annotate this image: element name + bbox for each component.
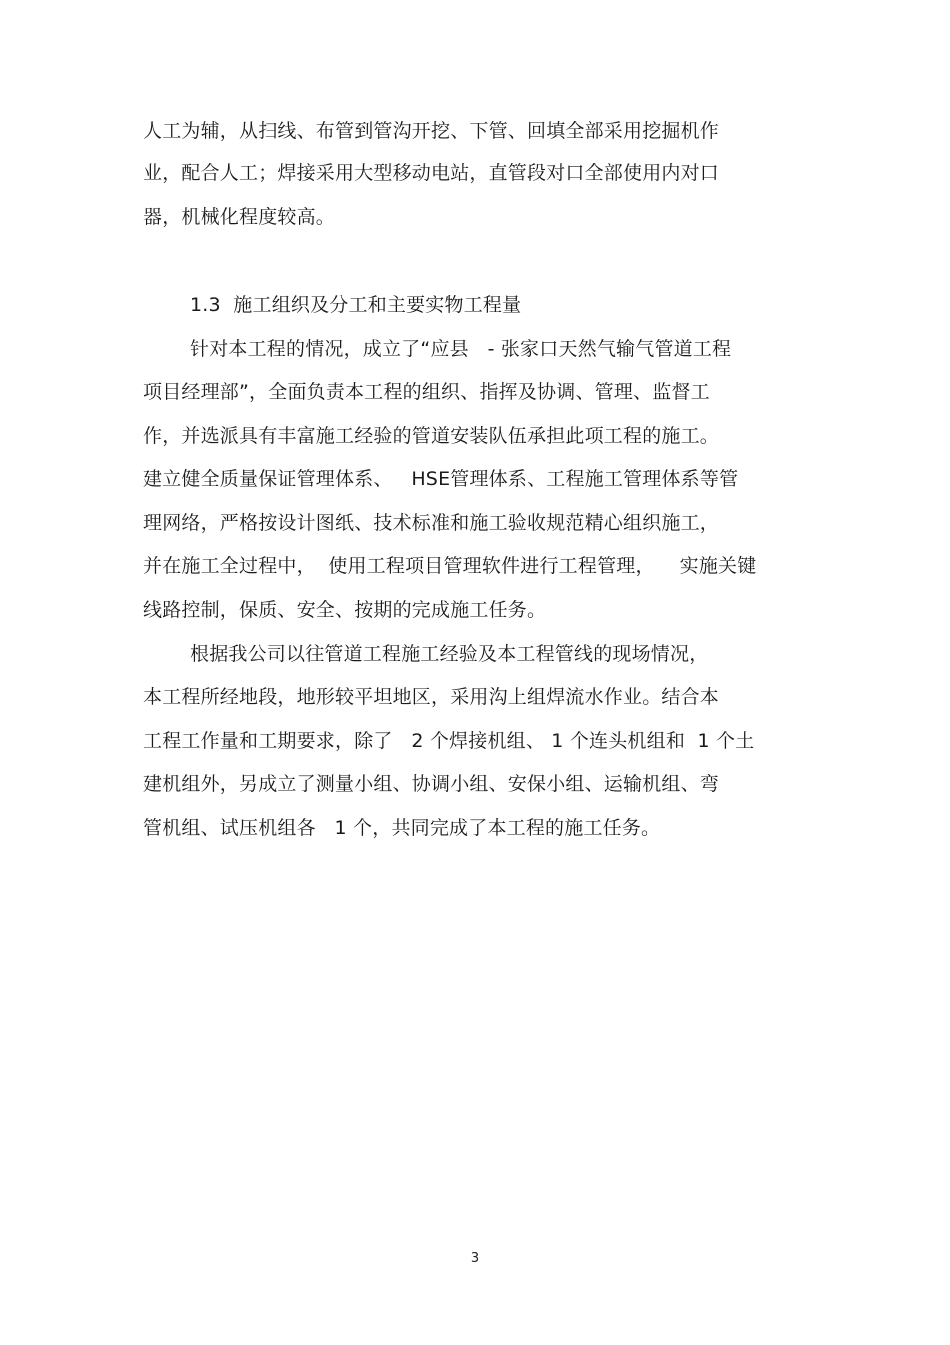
- paragraph-2-line-4: 建立健全质量保证管理体系、 HSE管理体系、工程施工管理体系等管: [143, 468, 739, 490]
- paragraph-2-line-1: 针对本工程的情况，成立了“应县 - 张家口天然气输气管道工程: [190, 338, 732, 360]
- paragraph-2-line-5: 理网络，严格按设计图纸、技术标准和施工验收规范精心组织施工，: [143, 512, 720, 534]
- section-heading: 1.3 施工组织及分工和主要实物工程量: [190, 294, 522, 316]
- paragraph-3-line-5: 管机组、试压机组各 1 个，共同完成了本工程的施工任务。: [143, 817, 661, 839]
- paragraph-2-line-2: 项目经理部”，全面负责本工程的组织、指挥及协调、管理、监督工: [143, 381, 710, 403]
- paragraph-1-line-3: 器，机械化程度较高。: [143, 206, 336, 228]
- paragraph-2-line-3: 作，并选派具有丰富施工经验的管道安装队伍承担此项工程的施工。: [143, 425, 720, 447]
- paragraph-1-line-2: 业，配合人工；焊接采用大型移动电站，直管段对口全部使用内对口: [143, 162, 720, 184]
- page-number: 3: [470, 1251, 480, 1266]
- paragraph-2-line-7: 线路控制，保质、安全、按期的完成施工任务。: [143, 599, 547, 621]
- paragraph-2-line-6: 并在施工全过程中， 使用工程项目管理软件进行工程管理， 实施关键: [143, 555, 757, 577]
- paragraph-1-line-1: 人工为辅，从扫线、布管到管沟开挖、下管、回填全部采用挖掘机作: [143, 120, 720, 142]
- paragraph-3-line-3: 工程工作量和工期要求，除了 2 个焊接机组、 1 个连头机组和 1 个土: [143, 730, 755, 752]
- paragraph-3-line-4: 建机组外，另成立了测量小组、协调小组、安保小组、运输机组、弯: [143, 773, 720, 795]
- paragraph-3-line-2: 本工程所经地段，地形较平坦地区，采用沟上组焊流水作业。结合本: [143, 686, 720, 708]
- paragraph-3-line-1: 根据我公司以往管道工程施工经验及本工程管线的现场情况，: [190, 643, 709, 665]
